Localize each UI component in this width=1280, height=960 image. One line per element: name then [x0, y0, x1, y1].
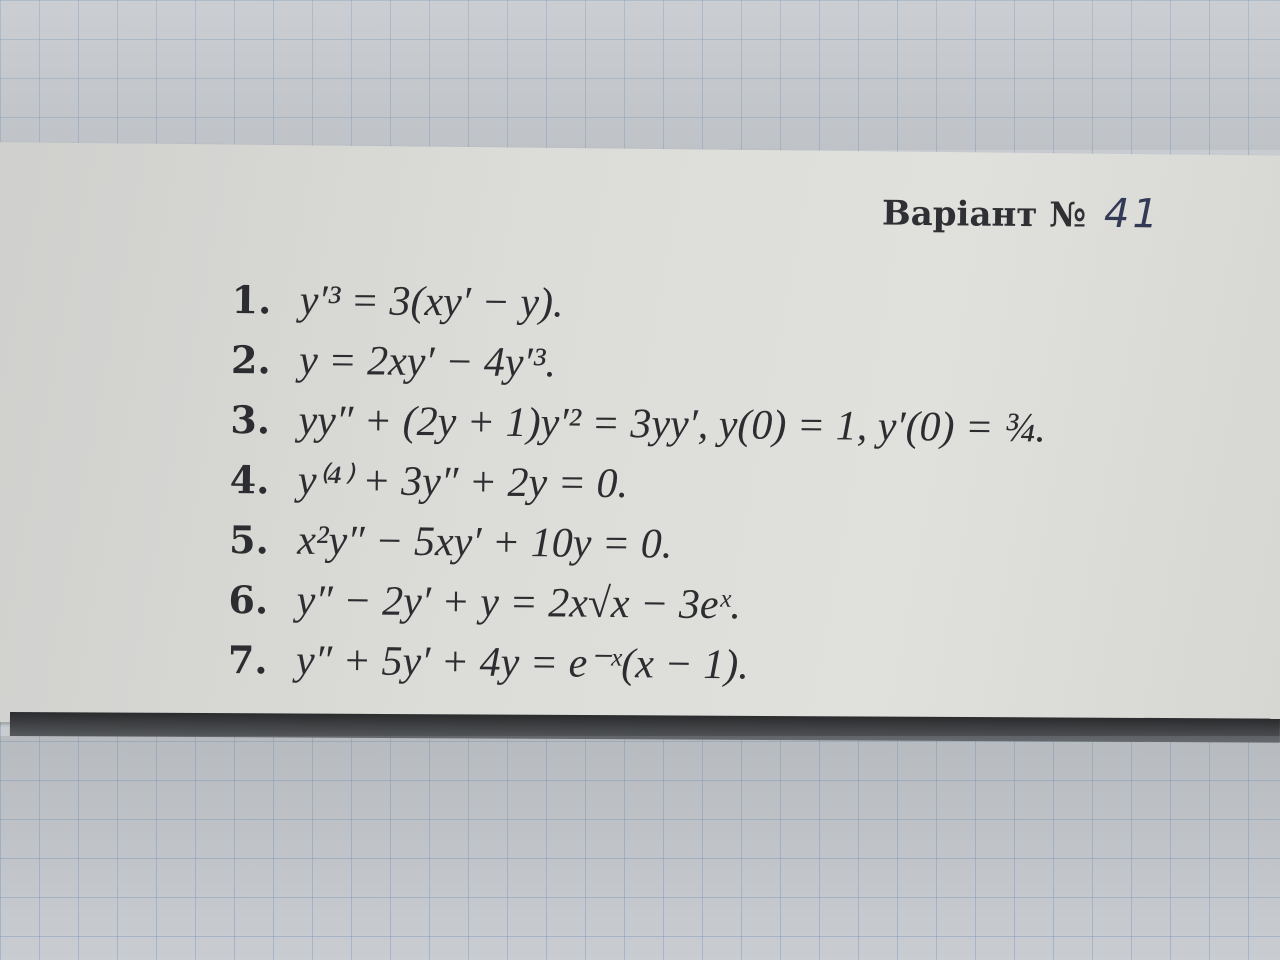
problem-number: 5. — [228, 516, 270, 563]
graph-paper-lower — [0, 736, 1280, 960]
problem-equation: y″ − 2y′ + y = 2x√x − 3eˣ. — [296, 577, 742, 629]
problem-item — [231, 270, 1047, 339]
problem-equation: y″ + 5y′ + 4y = e⁻ˣ(x − 1). — [295, 637, 749, 689]
problem-equation: x²y″ − 5xy′ + 10y = 0. — [297, 517, 673, 568]
problem-equation: yy″ + (2y + 1)y′² = 3yy′, y(0) = 1, y′(0) = ¾. — [298, 397, 1047, 452]
problem-number: 6. — [228, 576, 269, 623]
problem-item — [228, 630, 1044, 699]
problem-equation: y⁽⁴⁾ + 3y″ + 2y = 0. — [297, 457, 629, 508]
problem-equation: y = 2xy′ − 4y′³. — [298, 337, 557, 387]
variant-header — [882, 189, 1161, 238]
problem-number: 1. — [231, 276, 272, 323]
problem-number: 3. — [230, 396, 271, 443]
problem-item — [231, 330, 1047, 399]
problem-number: 4. — [229, 456, 270, 503]
problem-item — [229, 450, 1045, 519]
variant-label: Варіант № — [881, 193, 1087, 236]
problem-item — [230, 390, 1046, 459]
problem-list — [228, 270, 1048, 699]
problem-item — [228, 570, 1044, 639]
variant-number-handwritten: 41 — [1103, 190, 1162, 238]
problem-equation: y′³ = 3(xy′ − y). — [299, 277, 564, 327]
problem-number: 7. — [227, 636, 268, 683]
problem-number: 2. — [230, 336, 271, 383]
graph-paper-background — [0, 0, 1280, 150]
problem-item — [229, 510, 1045, 579]
